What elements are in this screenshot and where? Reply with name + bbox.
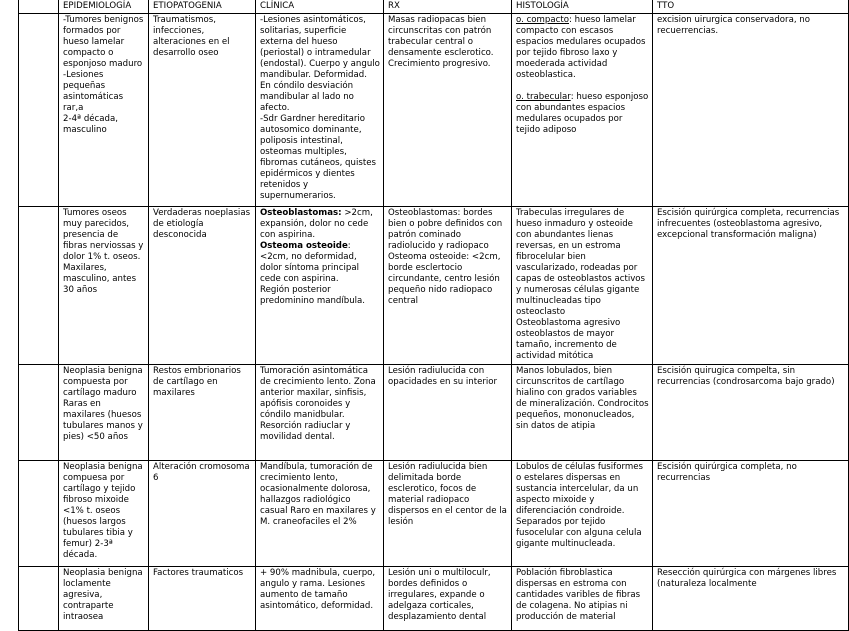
cell-etiopatogenia [149,461,256,567]
cell-text: Restos embrionarios de cartílago en maxilares [153,366,241,398]
cell-clinica [256,14,384,207]
header-row [19,0,849,14]
table-row [19,207,849,365]
cell-histologia [512,207,653,365]
cell-text [260,208,380,241]
cell-text: Escisión quirúrgica completa, no recurrencias [657,462,797,483]
subtype-label: o. trabecular [516,92,571,102]
header-rx: RX [384,0,512,14]
cell-clinica [256,461,384,567]
row-label-cell [19,14,59,207]
cell-tto [653,207,849,365]
cell-text: Neoplasia benigna compuesa por cartílago y tejido fibroso mixoide <1% t. oseos (huesos largos tubulares tibia y femur) 2-3ª década. [63,462,143,560]
table-row [19,365,849,461]
spacer [516,81,649,92]
cell-text: Masas radiopacas bien circunscritas con patrón trabecular central o densamente esclerotico. Crecimiento progresivo. [388,15,494,69]
header-etiopatogenia: ETIOPATOGENIA [149,0,256,14]
cell-text: Osteoblastomas: bordes bien o pobre definidos con patrón cominado radiolucido y radiopaco Osteoma osteoide: <2cm, borde esclertocio circundante, centro lesión pequeño nido radiopaco central [388,208,503,306]
cell-histologia [512,365,653,461]
cell-clinica [256,567,384,631]
tumor-table [18,0,849,631]
cell-epidemiologia [59,207,149,365]
cell-text: Escisión quirugica compelta, sin recurrencias (condrosarcoma bajo grado) [657,366,835,387]
cell-clinica [256,365,384,461]
cell-text: Resección quirúrgica con márgenes libres (naturaleza localmente [657,568,837,589]
cell-text: Lesión radiulucida con opacidades en su interior [388,366,498,387]
cell-text: Lobulos de células fusiformes o estelares dispersas en sustancia intercelular, da un aspecto mixoide y diferenciación condroide. Separados por tejido fusocelular con alguna celula gigante multinucleada. [516,462,643,549]
cell-tto [653,365,849,461]
header-histologia: HISTOLOGÍA [512,0,653,14]
cell-rx [384,567,512,631]
cell-etiopatogenia [149,207,256,365]
cell-text: Población fibroblastica dispersas en estroma con cantidades varibles de fibras de colagena. No atipias ni producción de material [516,568,641,622]
row-label-cell [19,207,59,365]
subtype-text: : hueso lamelar compacto con escasos espacios medulares ocupados por tejido fibroso laxo y moederada actividad osteoblastica. [516,15,646,80]
cell-text [516,15,649,81]
cell-clinica [256,207,384,365]
row-label-cell [19,365,59,461]
subtype-label: Osteoblastomas: [260,208,342,218]
subtype-label: Osteoma osteoide [260,241,348,251]
cell-text: excision uirurgica conservadora, no recuerrencias. [657,15,811,36]
header-epidemiologia: EPIDEMIOLOGÍA [59,0,149,14]
cell-text: Manos lobulados, bien circunscritos de cartílago hialino con grados variables de mineralización. Condrocitos pequeños, mononucleados, sin datos de atipia [516,366,649,431]
cell-text: Lesión radiulucida bien delimitada borde esclerotico, focos de material radiopaco dispersos en el centor de la lesión [388,462,507,527]
subtype-label: o. compacto [516,15,569,25]
cell-tto [653,14,849,207]
cell-histologia [512,461,653,567]
subtype-text: >2cm, expansión, dolor no cede con aspirina. [260,208,373,240]
cell-text: Lesión uni o multiloculr, bordes definidos o irregulares, expande o adelgaza corticales, desplazamiento dental [388,568,491,622]
cell-tto [653,567,849,631]
cell-etiopatogenia [149,567,256,631]
table-row [19,14,849,207]
cell-text: Tumoración asintomática de crecimiento lento. Zona anterior maxilar, sinfisis, apófisis coronoides y cóndilo manidbular. Resorción radiuclar y movilidad dental. [260,366,376,442]
cell-text: Verdaderas noeplasias de etiología desconocida [153,208,251,240]
cell-text: Trabeculas irregulares de hueso inmaduro y osteoide con abundantes lienas reversas, en un estroma fibrocelular bien vascularizado, rodeadas por capas de osteoblastos activos y numerosas células gigante multinucleadas tipo osteoclasto Osteoblastoma agresivo osteoblastos de mayor tamaño, incremento de actividad mitótica [516,208,646,361]
cell-text: Traumatismos, infecciones, alteraciones en el desarrollo oseo [153,15,230,58]
cell-tto [653,461,849,567]
cell-rx [384,461,512,567]
row-label-header [19,0,59,14]
cell-histologia [512,567,653,631]
table-row [19,461,849,567]
cell-text [260,241,380,307]
table-row [19,567,849,631]
subtype-text: : <2cm, no deformidad, dolor síntoma principal cede con aspirina. Región posterior predominino mandíbula. [260,241,366,306]
row-label-cell [19,567,59,631]
cell-rx [384,365,512,461]
cell-epidemiologia [59,14,149,207]
header-tto: TTO [653,0,849,14]
cell-etiopatogenia [149,365,256,461]
cell-text: -Tumores benignos formados por hueso lamelar compacto o esponjoso maduro -Lesiones pequeñas asintomáticas rar,a 2-4ª década, masculino [63,15,144,135]
cell-rx [384,207,512,365]
cell-epidemiologia [59,567,149,631]
cell-text: Mandíbula, tumoración de crecimiento lento, ocasionalmente dolorosa, hallazgos radiológico casual Raro en maxilares y M. craneofaciles el 2% [260,462,376,527]
cell-epidemiologia [59,365,149,461]
header-clinica: CLÍNICA [256,0,384,14]
cell-text: Neoplasia benigna compuesta por cartílago maduro Raras en maxilares (huesos tubulares manos y pies) <50 años [63,366,143,442]
cell-text: Neoplasia benigna loclamente agresiva, contraparte intraosea [63,568,143,622]
cell-text: Factores traumaticos [153,568,244,578]
cell-text: Alteración cromosoma 6 [153,462,250,483]
row-label-cell [19,461,59,567]
cell-text: + 90% madnibula, cuerpo, angulo y rama. Lesiones aumento de tamaño asintomático, deformidad. [260,568,376,611]
cell-text: -Lesiones asintomáticos, solitarias, superficie externa del hueso (periostal) o intramedular (endostal). Cuerpo y angulo mandibular. Deformidad. En cóndilo desviación mandibular al lado no afecto. -Sdr Gardner hereditario autosomico dominante, poliposis intestinal, osteomas multiples, fibromas cutáneos, quistes epidérmicos y dientes retenidos y supernumerarios. [260,15,380,201]
cell-text: Tumores oseos muy parecidos, presencia de fibras nerviossas y dolor 1% t. oseos. Maxilares, masculino, antes 30 años [63,208,144,295]
cell-rx [384,14,512,207]
cell-text: Escisión quirúrgica completa, recurrencias infrecuentes (osteoblastoma agresivo, excepcional transformación maligna) [657,208,840,240]
cell-epidemiologia [59,461,149,567]
cell-etiopatogenia [149,14,256,207]
subtype-text: : hueso esponjoso con abundantes espacios medulares ocupados por tejido adiposo [516,92,649,135]
cell-text [516,92,649,136]
cell-histologia [512,14,653,207]
